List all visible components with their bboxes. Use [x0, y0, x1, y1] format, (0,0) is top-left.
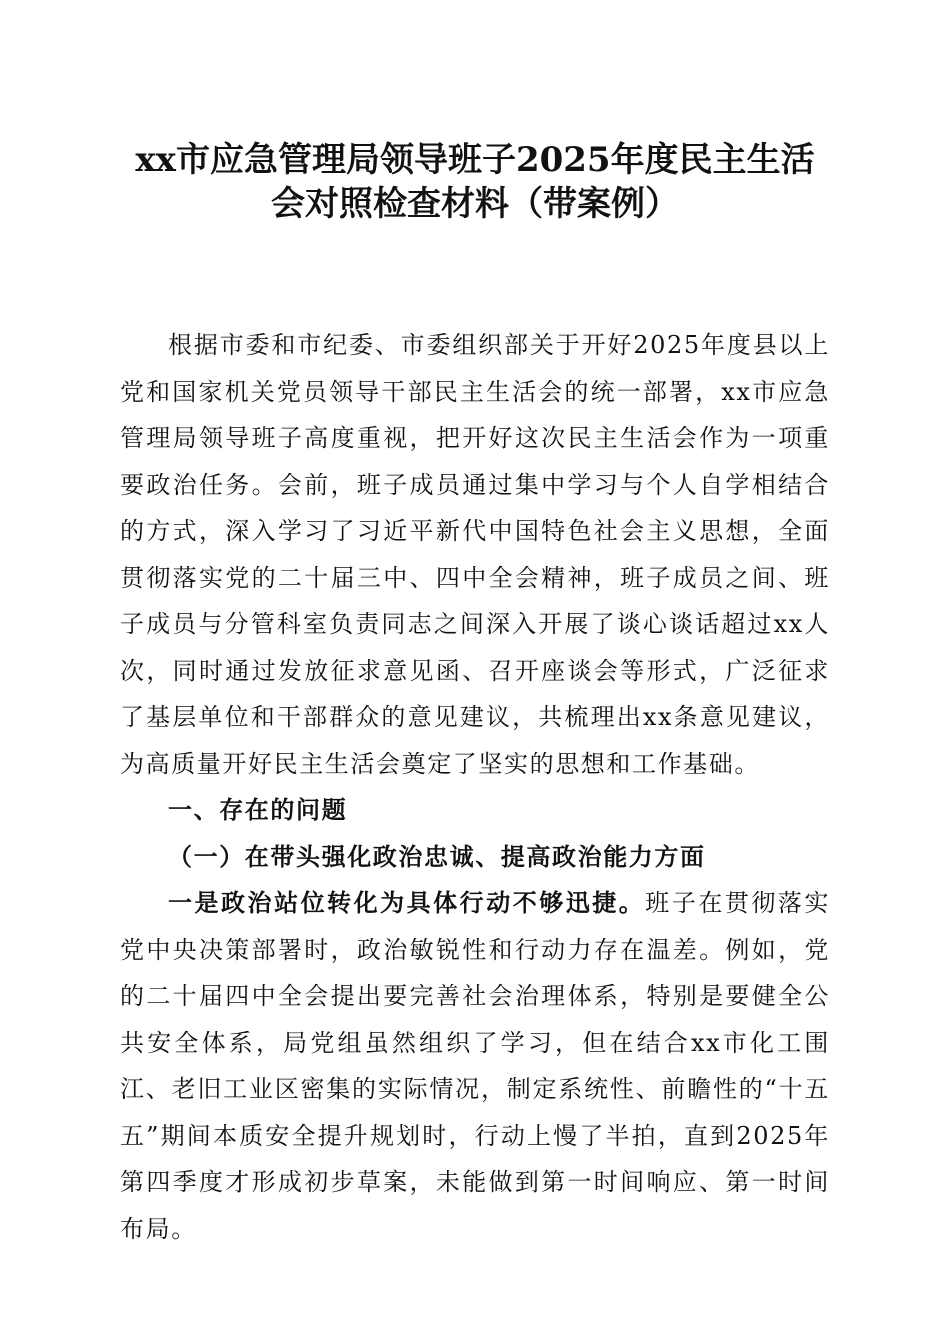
document-page — [120, 138, 830, 1252]
point-text: 班子在贯彻落实党中央决策部署时，政治敏锐性和行动力存在温差。例如，党的二十届四中全会提出要完善社会治理体系，特别是要健全公共安全体系，局党组虽然组织了学习，但在结合xx市化工围江、老旧工业区密集的实际情况，制定系统性、前瞻性的“十五五”期间本质安全提升规划时，行动上慢了半拍，直到2025年第四季度才形成初步草案，未能做到第一时间响应、第一时间布局。 — [120, 889, 830, 1243]
document-title — [120, 138, 830, 226]
intro-paragraph: 根据市委和市纪委、市委组织部关于开好2025年度县以上党和国家机关党员领导干部民主生活会的统一部署，xx市应急管理局领导班子高度重视，把开好这次民主生活会作为一项重要政治任务。会前，班子成员通过集中学习与个人自学相结合的方式，深入学习了习近平新代中国特色社会主义思想，全面贯彻落实党的二十届三中、四中全会精神，班子成员之间、班子成员与分管科室负责同志之间深入开展了谈心谈话超过xx人次，同时通过发放征求意见函、召开座谈会等形式，广泛征求了基层单位和干部群众的意见建议，共梳理出xx条意见建议，为高质量开好民主生活会奠定了坚实的思想和工作基础。 — [120, 331, 830, 778]
title-line-2: 会对照检查材料（带案例） — [271, 184, 679, 224]
document-body — [120, 322, 830, 1252]
section-heading: 一、存在的问题 — [168, 795, 348, 824]
title-line-1: xx市应急管理局领导班子2025年度民主生活 — [135, 140, 815, 180]
point-paragraph — [120, 880, 830, 1252]
point-lead: 一是政治站位转化为具体行动不够迅捷。 — [168, 888, 646, 917]
subsection-heading: （一）在带头强化政治忠诚、提高政治能力方面 — [168, 841, 706, 871]
